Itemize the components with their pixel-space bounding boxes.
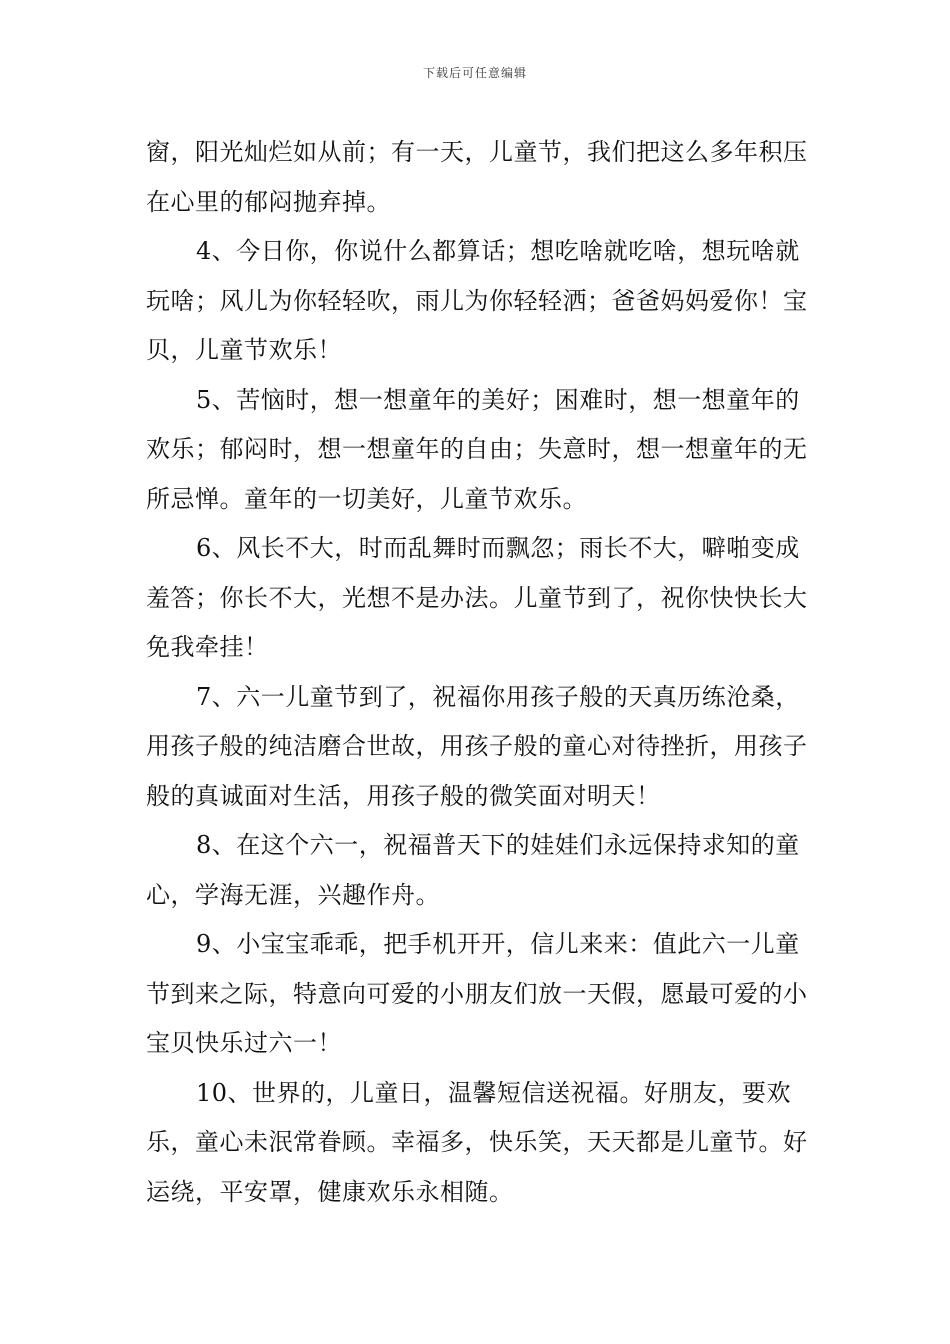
paragraph-item-7: 7、六一儿童节到了，祝福你用孩子般的天真历练沧桑，用孩子般的纯洁磨合世故，用孩子般的童心对待挫折，用孩子般的真诚面对生活，用孩子般的微笑面对明天！ <box>146 682 808 810</box>
paragraph-item-9: 9、小宝宝乖乖，把手机开开，信儿来来：值此六一儿童节到来之际，特意向可爱的小朋友们放一天假，愿最可爱的小宝贝快乐过六一！ <box>146 930 808 1057</box>
paragraph-continuation: 窗，阳光灿烂如从前；有一天，儿童节，我们把这么多年积压在心里的郁闷抛弃掉。 <box>146 138 808 216</box>
page-header: 下载后可任意编辑 <box>422 66 527 80</box>
paragraph-item-10: 10、世界的，儿童日，温馨短信送祝福。好朋友，要欢乐，童心未泯常眷顾。幸福多，快乐笑，天天都是儿童节。好运绕，平安罩，健康欢乐永相随。 <box>146 1078 808 1206</box>
paragraph-item-5: 5、苦恼时，想一想童年的美好；困难时，想一想童年的欢乐；郁闷时，想一想童年的自由；失意时，想一想童年的无所忌惮。童年的一切美好，儿童节欢乐。 <box>146 385 808 513</box>
paragraph-item-6: 6、风长不大，时而乱舞时而飘忽；雨长不大，噼啪变成羞答；你长不大，光想不是办法。儿童节到了，祝你快快长大免我牵挂！ <box>146 534 808 661</box>
paragraph-item-8: 8、在这个六一，祝福普天下的娃娃们永远保持求知的童心，学海无涯，兴趣作舟。 <box>146 831 800 909</box>
document-body <box>146 128 814 1217</box>
paragraph-item-4: 4、今日你，你说什么都算话；想吃啥就吃啥，想玩啥就玩啥；风儿为你轻轻吹，雨儿为你轻轻洒；爸爸妈妈爱你！宝贝，儿童节欢乐！ <box>146 237 808 364</box>
